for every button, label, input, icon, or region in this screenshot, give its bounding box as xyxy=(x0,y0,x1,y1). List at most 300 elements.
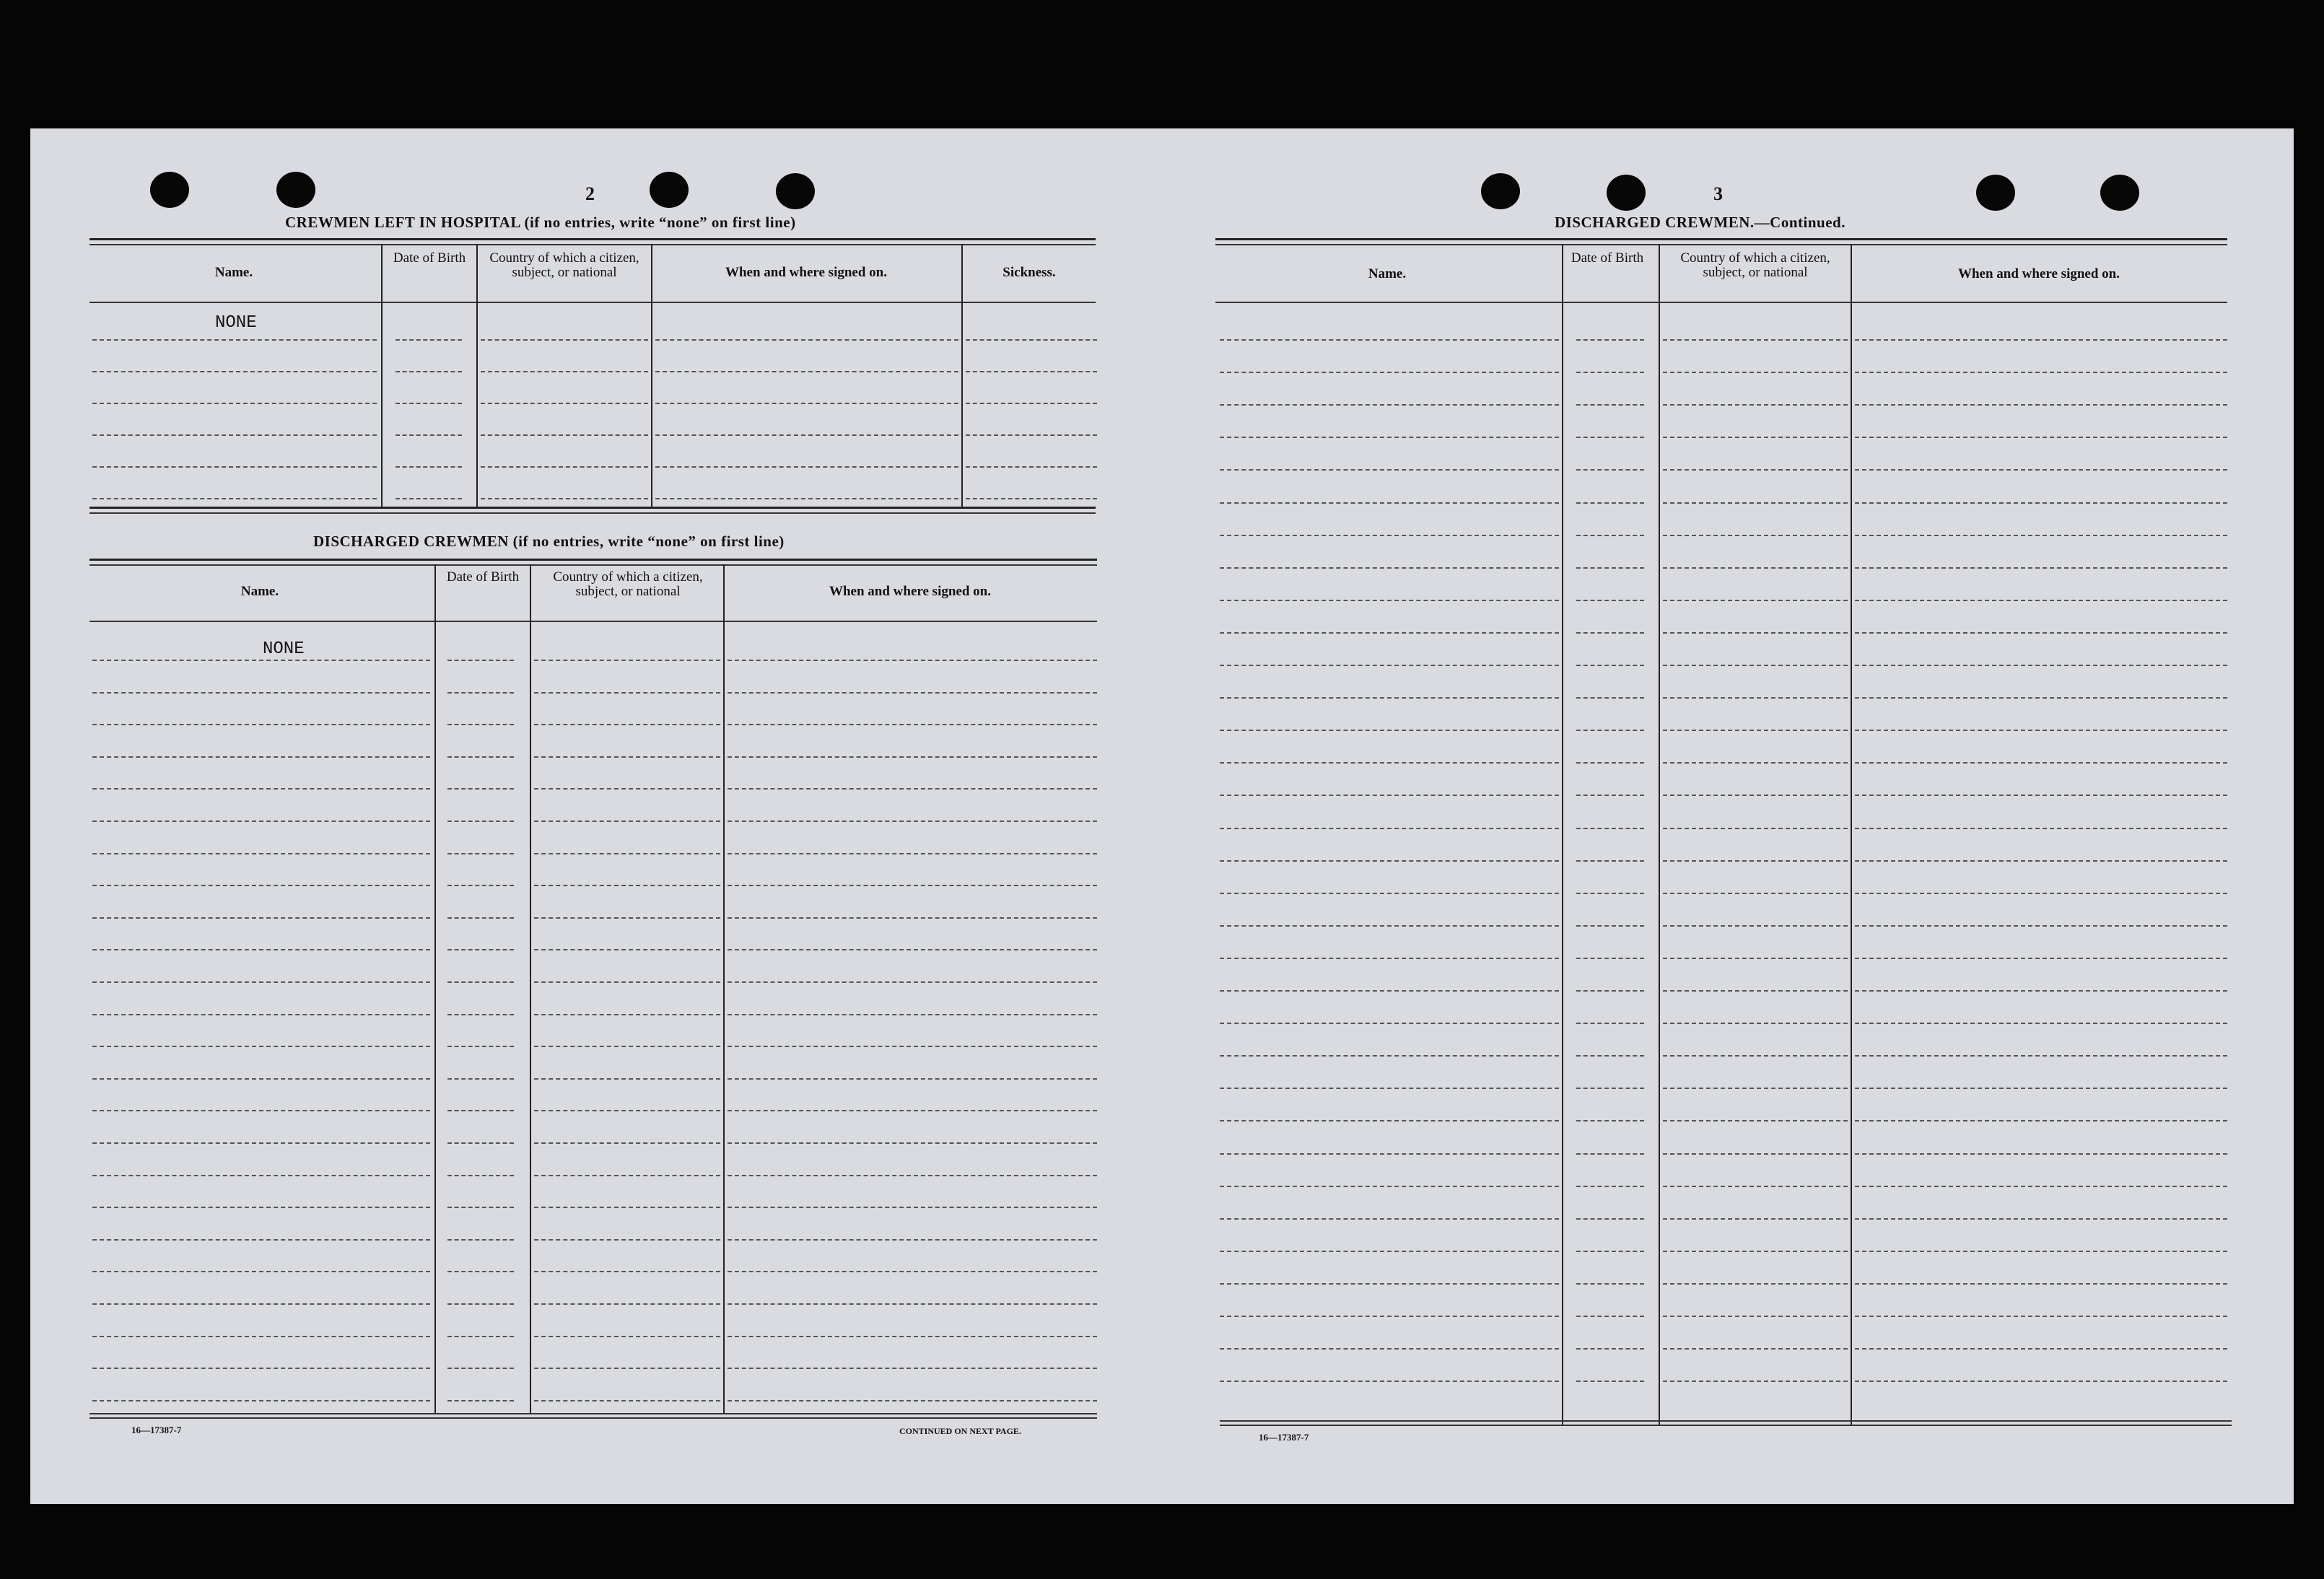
right-col-divider xyxy=(1562,244,1563,1425)
hospital-ruled-line xyxy=(92,371,377,372)
right-ruled-line xyxy=(1220,567,1559,569)
right-ruled-line xyxy=(1855,600,2227,601)
discharged-ruled-line xyxy=(728,1175,1097,1176)
right-ruled-line xyxy=(1855,762,2227,764)
right-ruled-line xyxy=(1855,339,2227,341)
discharged-ruled-line xyxy=(728,1078,1097,1080)
right-ruled-line xyxy=(1855,828,2227,829)
punch-hole xyxy=(1976,175,2015,211)
right-section-title: DISCHARGED CREWMEN.—Continued. xyxy=(1555,214,1845,231)
discharged-ruled-line xyxy=(447,1014,514,1015)
right-ruled-line xyxy=(1220,1055,1559,1057)
right-ruled-line xyxy=(1220,665,1559,666)
discharged-ruled-line xyxy=(92,1207,430,1208)
discharged-ruled-line xyxy=(534,821,720,822)
discharged-col-signed: When and where signed on. xyxy=(829,584,991,599)
discharged-ruled-line xyxy=(534,1368,720,1369)
discharged-ruled-line xyxy=(728,692,1097,694)
discharged-ruled-line xyxy=(728,1046,1097,1047)
discharged-ruled-line xyxy=(447,1142,514,1144)
right-ruled-line xyxy=(1220,1120,1559,1121)
discharged-ruled-line xyxy=(92,1303,430,1305)
right-ruled-line xyxy=(1663,665,1848,666)
discharged-ruled-line xyxy=(534,1207,720,1208)
hospital-col-sickness: Sickness. xyxy=(1002,265,1056,280)
discharged-ruled-line xyxy=(92,1336,430,1337)
discharged-ruled-line xyxy=(534,949,720,950)
discharged-col-name: Name. xyxy=(240,584,279,599)
hospital-ruled-line xyxy=(396,339,462,341)
right-ruled-line xyxy=(1576,469,1644,471)
punch-hole xyxy=(1481,173,1520,209)
discharged-ruled-line xyxy=(728,1207,1097,1208)
hospital-ruled-line xyxy=(655,498,958,499)
right-ruled-line xyxy=(1855,372,2227,373)
right-col-divider xyxy=(1659,244,1660,1425)
right-ruled-line xyxy=(1663,1186,1848,1187)
right-ruled-line xyxy=(1220,697,1559,699)
right-col-dob: Date of Birth xyxy=(1571,250,1644,266)
right-table-bottom-rule-2 xyxy=(1220,1425,2232,1426)
right-ruled-line xyxy=(1663,1120,1848,1121)
right-ruled-line xyxy=(1855,1381,2227,1382)
right-ruled-line xyxy=(1855,1153,2227,1155)
right-ruled-line xyxy=(1220,1348,1559,1350)
right-ruled-line xyxy=(1855,1088,2227,1089)
discharged-ruled-line xyxy=(92,1110,430,1111)
right-ruled-line xyxy=(1663,860,1848,862)
right-ruled-line xyxy=(1576,990,1644,992)
right-ruled-line xyxy=(1576,1348,1644,1350)
right-ruled-line xyxy=(1663,535,1848,536)
discharged-ruled-line xyxy=(728,1368,1097,1369)
right-ruled-line xyxy=(1220,1283,1559,1285)
right-ruled-line xyxy=(1576,1153,1644,1155)
discharged-ruled-line xyxy=(92,949,430,950)
hospital-ruled-line xyxy=(655,434,958,436)
discharged-ruled-line xyxy=(728,1336,1097,1337)
continued-note: CONTINUED ON NEXT PAGE. xyxy=(899,1426,1021,1436)
discharged-ruled-line xyxy=(447,1336,514,1337)
discharged-ruled-line xyxy=(534,1400,720,1401)
right-ruled-line xyxy=(1220,1153,1559,1155)
hospital-table-bottom-rule xyxy=(89,507,1096,509)
discharged-ruled-line xyxy=(447,756,514,758)
right-ruled-line xyxy=(1663,1153,1848,1155)
discharged-ruled-line xyxy=(92,917,430,919)
right-ruled-line xyxy=(1576,860,1644,862)
discharged-ruled-line xyxy=(92,1014,430,1015)
discharged-ruled-line xyxy=(534,1014,720,1015)
right-ruled-line xyxy=(1855,795,2227,796)
hospital-ruled-line xyxy=(655,339,958,341)
discharged-ruled-line xyxy=(728,1110,1097,1111)
discharged-col-divider xyxy=(530,564,531,1414)
discharged-col-dob: Date of Birth xyxy=(446,569,520,585)
hospital-ruled-line xyxy=(92,498,377,499)
right-ruled-line xyxy=(1855,990,2227,992)
right-ruled-line xyxy=(1663,925,1848,927)
hospital-table-bottom-rule-2 xyxy=(89,512,1096,514)
right-ruled-line xyxy=(1663,1348,1848,1350)
right-ruled-line xyxy=(1576,828,1644,829)
right-ruled-line xyxy=(1576,697,1644,699)
hospital-ruled-line xyxy=(966,403,1097,404)
right-col-divider xyxy=(1851,244,1852,1425)
discharged-ruled-line xyxy=(534,853,720,854)
right-ruled-line xyxy=(1576,535,1644,536)
discharged-ruled-line xyxy=(92,1142,430,1144)
document-sheet xyxy=(30,128,2294,1504)
discharged-ruled-line xyxy=(447,885,514,886)
right-table-top-rule xyxy=(1215,238,2227,240)
right-table-top-rule-2 xyxy=(1215,244,2227,245)
right-ruled-line xyxy=(1855,1251,2227,1252)
right-ruled-line xyxy=(1576,1023,1644,1024)
right-ruled-line xyxy=(1220,535,1559,536)
right-ruled-line xyxy=(1663,730,1848,731)
right-col-signed: When and where signed on. xyxy=(1957,266,2120,281)
hospital-col-divider xyxy=(476,244,478,507)
right-ruled-line xyxy=(1576,1088,1644,1089)
right-col-country: Country of which a citizen, subject, or national xyxy=(1680,250,1830,280)
right-ruled-line xyxy=(1576,925,1644,927)
discharged-ruled-line xyxy=(92,1078,430,1080)
right-ruled-line xyxy=(1576,502,1644,504)
discharged-ruled-line xyxy=(447,1110,514,1111)
discharged-ruled-line xyxy=(534,885,720,886)
hospital-ruled-line xyxy=(396,466,462,468)
discharged-ruled-line xyxy=(534,917,720,919)
right-ruled-line xyxy=(1576,1055,1644,1057)
hospital-col-dob: Date of Birth xyxy=(393,250,466,266)
right-ruled-line xyxy=(1663,762,1848,764)
discharged-ruled-line xyxy=(92,1271,430,1272)
discharged-ruled-line xyxy=(447,692,514,694)
discharged-ruled-line xyxy=(728,1014,1097,1015)
right-ruled-line xyxy=(1855,437,2227,438)
right-ruled-line xyxy=(1576,1186,1644,1187)
discharged-ruled-line xyxy=(447,1078,514,1080)
discharged-ruled-line xyxy=(447,660,514,661)
hospital-ruled-line xyxy=(481,371,648,372)
right-ruled-line xyxy=(1663,1283,1848,1285)
discharged-ruled-line xyxy=(728,885,1097,886)
page-number-right: 3 xyxy=(1713,183,1723,204)
right-ruled-line xyxy=(1220,339,1559,341)
right-ruled-line xyxy=(1663,339,1848,341)
hospital-col-signed: When and where signed on. xyxy=(725,265,887,280)
hospital-ruled-line xyxy=(481,434,648,436)
discharged-ruled-line xyxy=(92,1046,430,1047)
punch-hole xyxy=(650,172,689,208)
discharged-ruled-line xyxy=(534,692,720,694)
right-ruled-line xyxy=(1576,1381,1644,1382)
discharged-ruled-line xyxy=(534,756,720,758)
hospital-ruled-line xyxy=(481,339,648,341)
hospital-ruled-line xyxy=(966,498,1097,499)
right-col-name: Name. xyxy=(1368,266,1407,281)
right-ruled-line xyxy=(1220,795,1559,796)
discharged-ruled-line xyxy=(534,788,720,790)
discharged-ruled-line xyxy=(728,660,1097,661)
discharged-table-top-rule xyxy=(89,559,1097,561)
right-ruled-line xyxy=(1576,404,1644,406)
hospital-table-top-rule-2 xyxy=(89,244,1096,245)
hospital-ruled-line xyxy=(966,339,1097,341)
discharged-ruled-line xyxy=(534,1142,720,1144)
punch-hole xyxy=(776,173,815,209)
right-ruled-line xyxy=(1220,990,1559,992)
discharged-ruled-line xyxy=(92,1239,430,1241)
right-ruled-line xyxy=(1855,1218,2227,1220)
discharged-col-divider xyxy=(434,564,436,1414)
right-ruled-line xyxy=(1220,925,1559,927)
hospital-ruled-line xyxy=(966,434,1097,436)
right-ruled-line xyxy=(1663,1088,1848,1089)
right-ruled-line xyxy=(1663,1316,1848,1317)
hospital-ruled-line xyxy=(966,371,1097,372)
discharged-ruled-line xyxy=(92,660,430,661)
discharged-ruled-line xyxy=(447,981,514,983)
right-ruled-line xyxy=(1855,697,2227,699)
right-ruled-line xyxy=(1220,860,1559,862)
discharged-ruled-line xyxy=(534,724,720,725)
discharged-ruled-line xyxy=(534,660,720,661)
right-ruled-line xyxy=(1576,372,1644,373)
discharged-ruled-line xyxy=(728,1239,1097,1241)
right-ruled-line xyxy=(1220,632,1559,634)
discharged-ruled-line xyxy=(728,821,1097,822)
hospital-ruled-line xyxy=(481,403,648,404)
discharged-ruled-line xyxy=(728,1271,1097,1272)
right-ruled-line xyxy=(1663,795,1848,796)
right-ruled-line xyxy=(1855,893,2227,894)
discharged-ruled-line xyxy=(447,1207,514,1208)
right-ruled-line xyxy=(1663,600,1848,601)
right-ruled-line xyxy=(1576,600,1644,601)
right-ruled-line xyxy=(1855,730,2227,731)
right-ruled-line xyxy=(1663,958,1848,959)
right-ruled-line xyxy=(1663,567,1848,569)
discharged-ruled-line xyxy=(728,1400,1097,1401)
hospital-ruled-line xyxy=(481,498,648,499)
discharged-ruled-line xyxy=(92,821,430,822)
right-ruled-line xyxy=(1220,1088,1559,1089)
hospital-table-top-rule xyxy=(89,238,1096,240)
discharged-ruled-line xyxy=(447,1303,514,1305)
punch-hole xyxy=(2100,175,2139,211)
discharged-ruled-line xyxy=(447,724,514,725)
right-ruled-line xyxy=(1855,1186,2227,1187)
discharged-ruled-line xyxy=(534,1271,720,1272)
right-ruled-line xyxy=(1220,958,1559,959)
right-ruled-line xyxy=(1663,1251,1848,1252)
hospital-ruled-line xyxy=(92,434,377,436)
discharged-ruled-line xyxy=(92,1175,430,1176)
discharged-ruled-line xyxy=(92,692,430,694)
right-ruled-line xyxy=(1855,1348,2227,1350)
discharged-ruled-line xyxy=(447,1368,514,1369)
right-ruled-line xyxy=(1855,1055,2227,1057)
discharged-ruled-line xyxy=(92,1400,430,1401)
discharged-ruled-line xyxy=(92,885,430,886)
right-ruled-line xyxy=(1855,535,2227,536)
right-ruled-line xyxy=(1663,1023,1848,1024)
right-ruled-line xyxy=(1220,469,1559,471)
punch-hole xyxy=(276,172,315,208)
right-ruled-line xyxy=(1576,665,1644,666)
right-ruled-line xyxy=(1663,1055,1848,1057)
right-ruled-line xyxy=(1576,1251,1644,1252)
right-ruled-line xyxy=(1576,893,1644,894)
right-header-rule xyxy=(1215,302,2227,303)
hospital-section-title: CREWMEN LEFT IN HOSPITAL (if no entries, write “none” on first line) xyxy=(285,214,796,231)
right-ruled-line xyxy=(1663,502,1848,504)
discharged-ruled-line xyxy=(728,756,1097,758)
right-ruled-line xyxy=(1855,567,2227,569)
discharged-ruled-line xyxy=(447,1175,514,1176)
hospital-ruled-line xyxy=(92,339,377,341)
hospital-ruled-line xyxy=(396,403,462,404)
right-ruled-line xyxy=(1663,437,1848,438)
right-ruled-line xyxy=(1576,1316,1644,1317)
right-ruled-line xyxy=(1220,1218,1559,1220)
right-ruled-line xyxy=(1663,893,1848,894)
right-ruled-line xyxy=(1220,1251,1559,1252)
right-ruled-line xyxy=(1855,958,2227,959)
form-number-left: 16—17387-7 xyxy=(131,1425,182,1435)
discharged-ruled-line xyxy=(728,981,1097,983)
discharged-ruled-line xyxy=(534,1046,720,1047)
right-ruled-line xyxy=(1663,697,1848,699)
right-ruled-line xyxy=(1855,665,2227,666)
right-ruled-line xyxy=(1663,372,1848,373)
discharged-ruled-line xyxy=(534,1175,720,1176)
right-ruled-line xyxy=(1855,1283,2227,1285)
discharged-ruled-line xyxy=(447,1271,514,1272)
right-ruled-line xyxy=(1220,502,1559,504)
right-ruled-line xyxy=(1576,795,1644,796)
right-ruled-line xyxy=(1855,502,2227,504)
discharged-ruled-line xyxy=(534,1303,720,1305)
right-ruled-line xyxy=(1855,469,2227,471)
discharged-ruled-line xyxy=(534,1336,720,1337)
discharged-ruled-line xyxy=(447,1400,514,1401)
right-ruled-line xyxy=(1576,567,1644,569)
discharged-ruled-line xyxy=(92,724,430,725)
right-ruled-line xyxy=(1855,1023,2227,1024)
right-ruled-line xyxy=(1855,632,2227,634)
hospital-col-divider xyxy=(381,244,383,507)
discharged-ruled-line xyxy=(728,724,1097,725)
right-ruled-line xyxy=(1220,828,1559,829)
page-number-left: 2 xyxy=(585,183,595,204)
discharged-section-title: DISCHARGED CREWMEN (if no entries, write “none” on first line) xyxy=(313,533,785,550)
right-ruled-line xyxy=(1220,404,1559,406)
discharged-ruled-line xyxy=(92,756,430,758)
discharged-table-top-rule-2 xyxy=(89,564,1097,566)
hospital-ruled-line xyxy=(92,466,377,468)
discharged-ruled-line xyxy=(447,821,514,822)
hospital-ruled-line xyxy=(396,371,462,372)
hospital-ruled-line xyxy=(655,371,958,372)
hospital-col-name: Name. xyxy=(214,265,253,280)
hospital-ruled-line xyxy=(92,403,377,404)
right-ruled-line xyxy=(1220,762,1559,764)
discharged-ruled-line xyxy=(728,1303,1097,1305)
right-ruled-line xyxy=(1220,372,1559,373)
hospital-ruled-line xyxy=(966,466,1097,468)
discharged-entry-none: NONE xyxy=(263,639,305,659)
right-table-bottom-rule xyxy=(1220,1420,2232,1422)
discharged-ruled-line xyxy=(728,1142,1097,1144)
right-ruled-line xyxy=(1220,893,1559,894)
discharged-ruled-line xyxy=(728,853,1097,854)
right-ruled-line xyxy=(1220,600,1559,601)
discharged-col-country: Country of which a citizen, subject, or national xyxy=(553,569,703,599)
punch-hole xyxy=(1607,175,1646,211)
discharged-ruled-line xyxy=(534,1239,720,1241)
right-ruled-line xyxy=(1220,1381,1559,1382)
discharged-ruled-line xyxy=(447,1239,514,1241)
right-ruled-line xyxy=(1663,632,1848,634)
right-ruled-line xyxy=(1220,1316,1559,1317)
right-ruled-line xyxy=(1576,1283,1644,1285)
right-ruled-line xyxy=(1663,1381,1848,1382)
discharged-table-bottom-rule-2 xyxy=(89,1417,1097,1419)
hospital-entry-none: NONE xyxy=(215,313,257,333)
discharged-ruled-line xyxy=(447,1046,514,1047)
right-ruled-line xyxy=(1576,1218,1644,1220)
right-ruled-line xyxy=(1663,828,1848,829)
right-ruled-line xyxy=(1576,632,1644,634)
right-ruled-line xyxy=(1220,437,1559,438)
hospital-ruled-line xyxy=(396,498,462,499)
form-number-right: 16—17387-7 xyxy=(1259,1432,1309,1443)
right-ruled-line xyxy=(1663,404,1848,406)
hospital-col-divider xyxy=(651,244,652,507)
right-ruled-line xyxy=(1855,860,2227,862)
right-ruled-line xyxy=(1855,925,2227,927)
right-ruled-line xyxy=(1663,1218,1848,1220)
right-ruled-line xyxy=(1663,990,1848,992)
right-ruled-line xyxy=(1220,1023,1559,1024)
discharged-ruled-line xyxy=(534,1078,720,1080)
right-ruled-line xyxy=(1855,1120,2227,1121)
discharged-ruled-line xyxy=(728,917,1097,919)
right-ruled-line xyxy=(1576,958,1644,959)
right-ruled-line xyxy=(1576,339,1644,341)
discharged-header-rule xyxy=(89,621,1097,622)
right-ruled-line xyxy=(1220,1186,1559,1187)
hospital-ruled-line xyxy=(655,403,958,404)
discharged-ruled-line xyxy=(92,981,430,983)
right-ruled-line xyxy=(1855,404,2227,406)
right-ruled-line xyxy=(1663,469,1848,471)
discharged-ruled-line xyxy=(447,788,514,790)
discharged-ruled-line xyxy=(447,917,514,919)
discharged-ruled-line xyxy=(534,1110,720,1111)
discharged-ruled-line xyxy=(447,853,514,854)
discharged-col-divider xyxy=(723,564,725,1414)
discharged-ruled-line xyxy=(728,788,1097,790)
right-ruled-line xyxy=(1576,762,1644,764)
discharged-ruled-line xyxy=(447,949,514,950)
discharged-ruled-line xyxy=(534,981,720,983)
right-ruled-line xyxy=(1576,1120,1644,1121)
discharged-ruled-line xyxy=(92,1368,430,1369)
